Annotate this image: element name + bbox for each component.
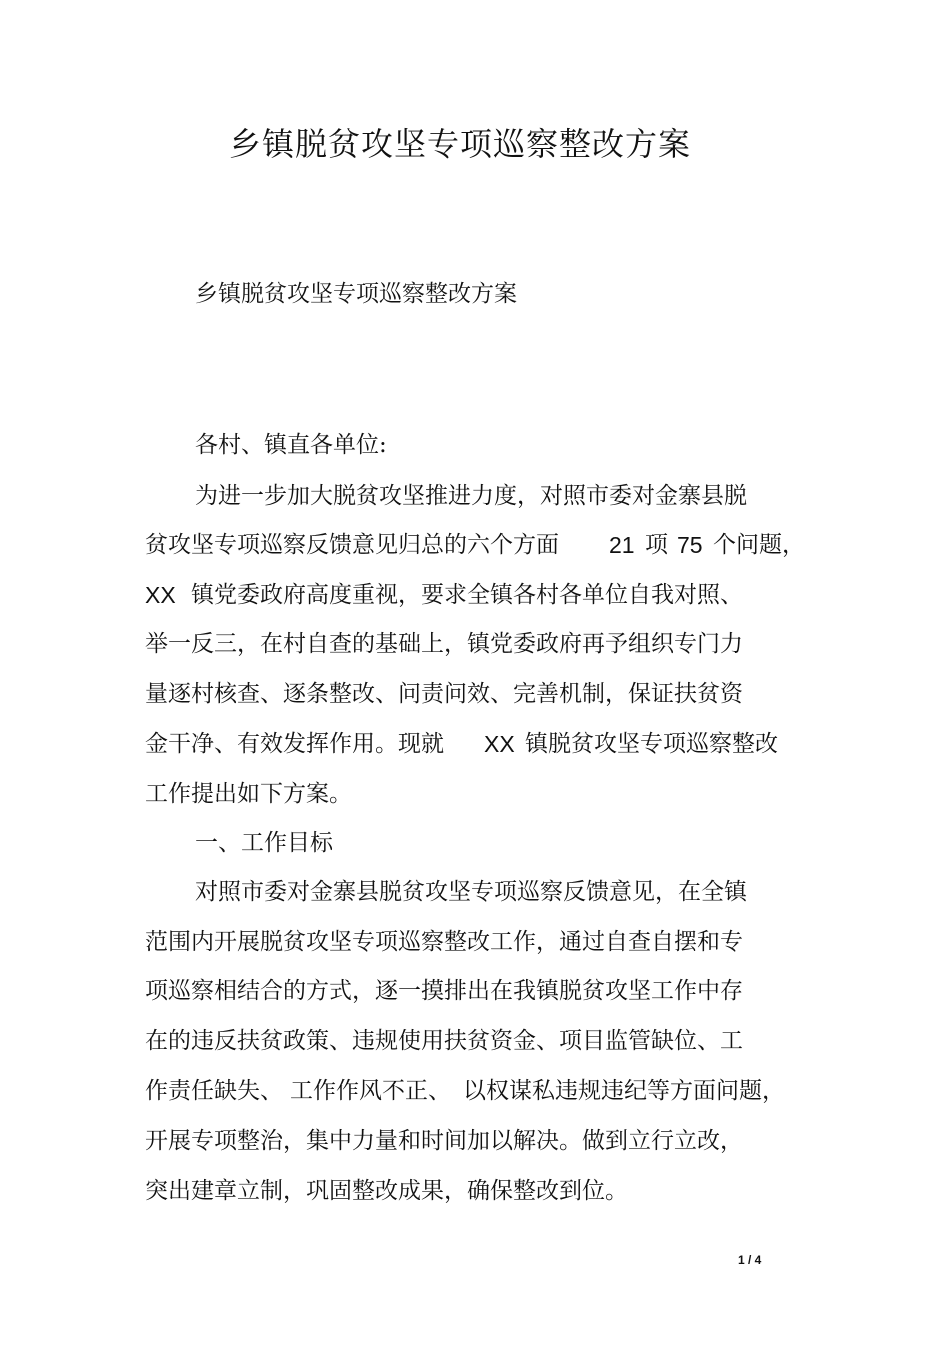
issue-count: 75 [677, 532, 703, 558]
addressee-line: 各村、镇直各单位: [195, 432, 387, 458]
document-subtitle: 乡镇脱贫攻坚专项巡察整改方案 [195, 281, 517, 307]
paragraph-line: 突出建章立制，巩固整改成果，确保整改到位。 [145, 1178, 628, 1204]
paragraph-text: 工作作风不正、 [290, 1078, 451, 1104]
page-number: 1 / 4 [738, 1253, 762, 1267]
town-name-placeholder: XX [484, 731, 515, 757]
paragraph-line [145, 530, 805, 560]
paragraph-line [145, 1076, 785, 1106]
paragraph-line: 工作提出如下方案。 [145, 781, 352, 807]
paragraph-line [145, 729, 778, 759]
paragraph-line: 开展专项整治，集中力量和时间加以解决。做到立行立改， [145, 1128, 743, 1154]
paragraph-text: 镇脱贫攻坚专项巡察整改 [525, 731, 778, 757]
town-name-placeholder: XX [145, 582, 176, 608]
section-heading: 一、工作目标 [195, 830, 333, 856]
paragraph-line: 对照市委对金寨县脱贫攻坚专项巡察反馈意见，在全镇 [195, 879, 747, 905]
paragraph-text: 镇党委政府高度重视，要求全镇各村各单位自我对照、 [191, 582, 743, 608]
paragraph-text: 项 [645, 532, 668, 558]
paragraph-line: 范围内开展脱贫攻坚专项巡察整改工作，通过自查自摆和专 [145, 929, 743, 955]
paragraph-line: 为进一步加大脱贫攻坚推进力度，对照市委对金寨县脱 [195, 483, 747, 509]
paragraph-line [145, 580, 743, 611]
paragraph-line: 项巡察相结合的方式，逐一摸排出在我镇脱贫攻坚工作中存 [145, 978, 743, 1004]
paragraph-text: 作责任缺失、 [145, 1078, 283, 1104]
paragraph-text: 金干净、有效发挥作用。现就 [145, 731, 444, 757]
paragraph-line: 举一反三，在村自查的基础上，镇党委政府再予组织专门力 [145, 631, 743, 657]
paragraph-text: 以权谋私违规违纪等方面问题， [463, 1078, 785, 1104]
document-title: 乡镇脱贫攻坚专项巡察整改方案 [228, 125, 691, 163]
paragraph-line: 在的违反扶贫政策、违规使用扶贫资金、项目监管缺位、工 [145, 1028, 743, 1054]
paragraph-text: 个问题， [713, 532, 805, 558]
paragraph-line: 量逐村核查、逐条整改、问责问效、完善机制，保证扶贫资 [145, 681, 743, 707]
paragraph-text: 贫攻坚专项巡察反馈意见归总的六个方面 [145, 532, 559, 558]
issue-category-count: 21 [609, 532, 635, 558]
